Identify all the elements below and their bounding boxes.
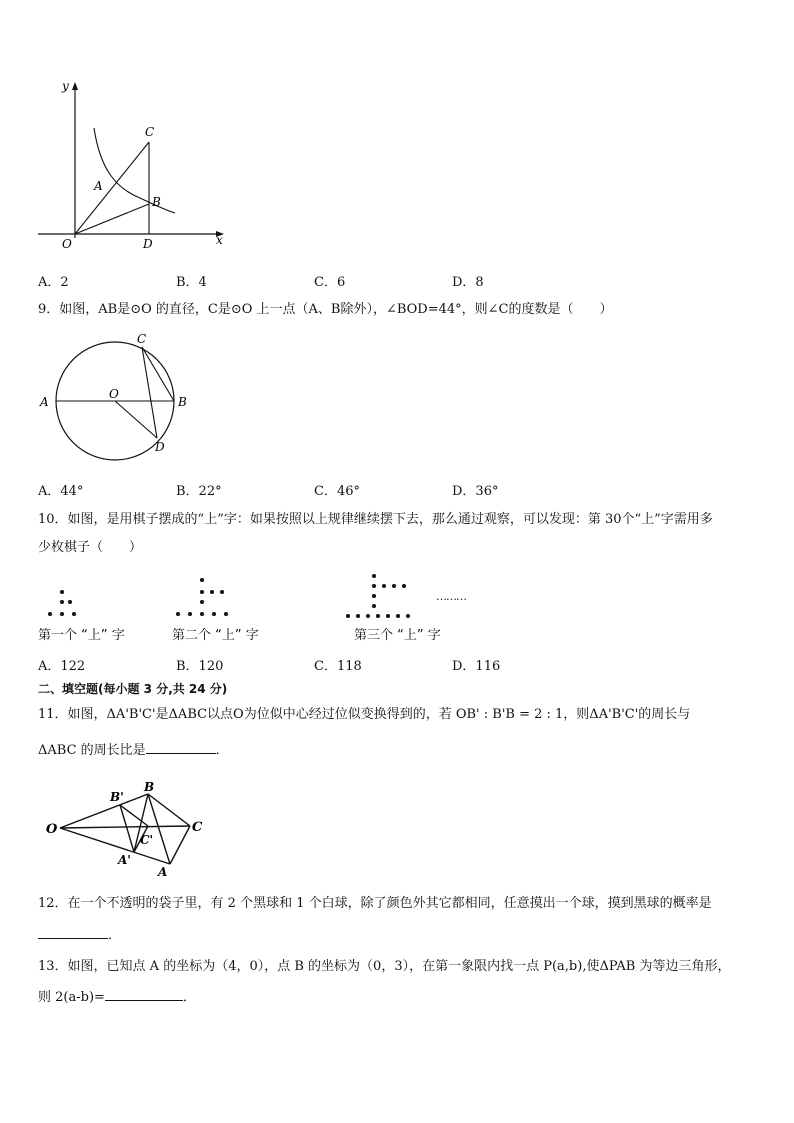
q8-option-c: C．6 [314,275,346,290]
q11-text-line1: 11．如图，ΔA'B'C'是ΔABC以点O为位似中心经过位似变换得到的，若 OB' : B'B = 2 : 1，则ΔA'B'C'的周长与 [38,707,691,722]
q11-text-line2 [38,739,229,761]
q12-text-line1: 12．在一个不透明的袋子里，有 2 个黑球和 1 个白球，除了颜色外其它都相同，任意摸出一个球，摸到黑球的概率是 [38,896,712,911]
segment-ob [75,204,149,234]
label-a: A [94,179,103,193]
hyperbola-curve [94,128,175,213]
pattern-ellipsis: ……… [436,590,466,603]
label-c-prime: C' [140,833,154,847]
q8-option-d: D．8 [452,275,484,290]
label-a-prime: A' [118,853,131,867]
q12-answer-blank[interactable] [38,924,108,939]
caption-3: 第三个 “上” 字 [354,628,441,643]
q11-answer-blank[interactable] [146,739,216,754]
segment-od [115,401,157,438]
q13-text-line2 [38,986,196,1008]
caption-1: 第一个 “上” 字 [38,628,125,643]
q9-option-a: A．44° [38,484,84,499]
q10-text-line2: 少枚棋子（ ） [38,540,143,555]
label-c: C [137,332,147,346]
circle-figure [36,332,206,462]
label-x: x [216,233,223,247]
label-c: C [192,820,203,835]
label-d: D [155,440,165,454]
label-o: O [62,237,72,251]
q9-option-b: B．22° [176,484,222,499]
label-c: C [145,125,155,139]
caption-2: 第二个 “上” 字 [172,628,259,643]
q9-option-c: C．46° [314,484,360,499]
q13-text-line1: 13．如图，已知点 A 的坐标为（4，0），点 B 的坐标为（0，3），在第一象限内找一点 P(a,b),使ΔPAB 为等边三角形， [38,959,731,974]
label-b-prime: B' [110,790,124,804]
q13-line2-end: ． [182,990,196,1005]
label-b: B [178,395,187,409]
label-y: y [62,79,69,93]
q10-option-d: D．116 [452,659,501,674]
pattern-2 [176,578,228,616]
q13-answer-blank[interactable] [105,986,183,1001]
label-b: B [152,195,161,209]
similarity-figure [42,780,222,880]
q12-text-line2 [38,924,121,946]
q10-option-c: C．118 [314,659,362,674]
y-axis-arrow [72,82,78,90]
q10-text-line1: 10．如图，是用棋子摆成的“上”字：如果按照以上规律继续摆下去，那么通过观察，可以发现：第 30个“上”字需用多 [38,512,713,527]
q8-option-a: A．2 [38,275,69,290]
q10-option-b: B．120 [176,659,224,674]
q11-line2-text: ΔABC 的周长比是 [38,743,146,758]
hyperbola-figure [30,78,230,258]
segment-oc [75,142,149,234]
q9-text: 9．如图，AB是⊙O 的直径，C是⊙O 上一点（A、B除外），∠BOD=44°，则∠C的度数是（ ） [38,302,613,317]
label-a: A [158,865,168,879]
q13-line2-text: 则 2(a-b)= [38,990,105,1005]
section-2-title: 二、填空题(每小题 3 分,共 24 分) [38,682,228,696]
q11-line2-end: ． [215,743,229,758]
q10-option-a: A．122 [38,659,86,674]
q8-option-b: B．4 [176,275,207,290]
label-b: B [144,780,155,794]
q9-option-d: D．36° [452,484,499,499]
label-o: O [109,387,119,401]
pattern-3 [346,574,410,618]
label-d: D [143,237,153,251]
pattern-1 [48,590,76,616]
label-o: O [46,822,58,837]
q12-line2-end: ． [108,928,122,943]
label-a: A [40,395,49,409]
